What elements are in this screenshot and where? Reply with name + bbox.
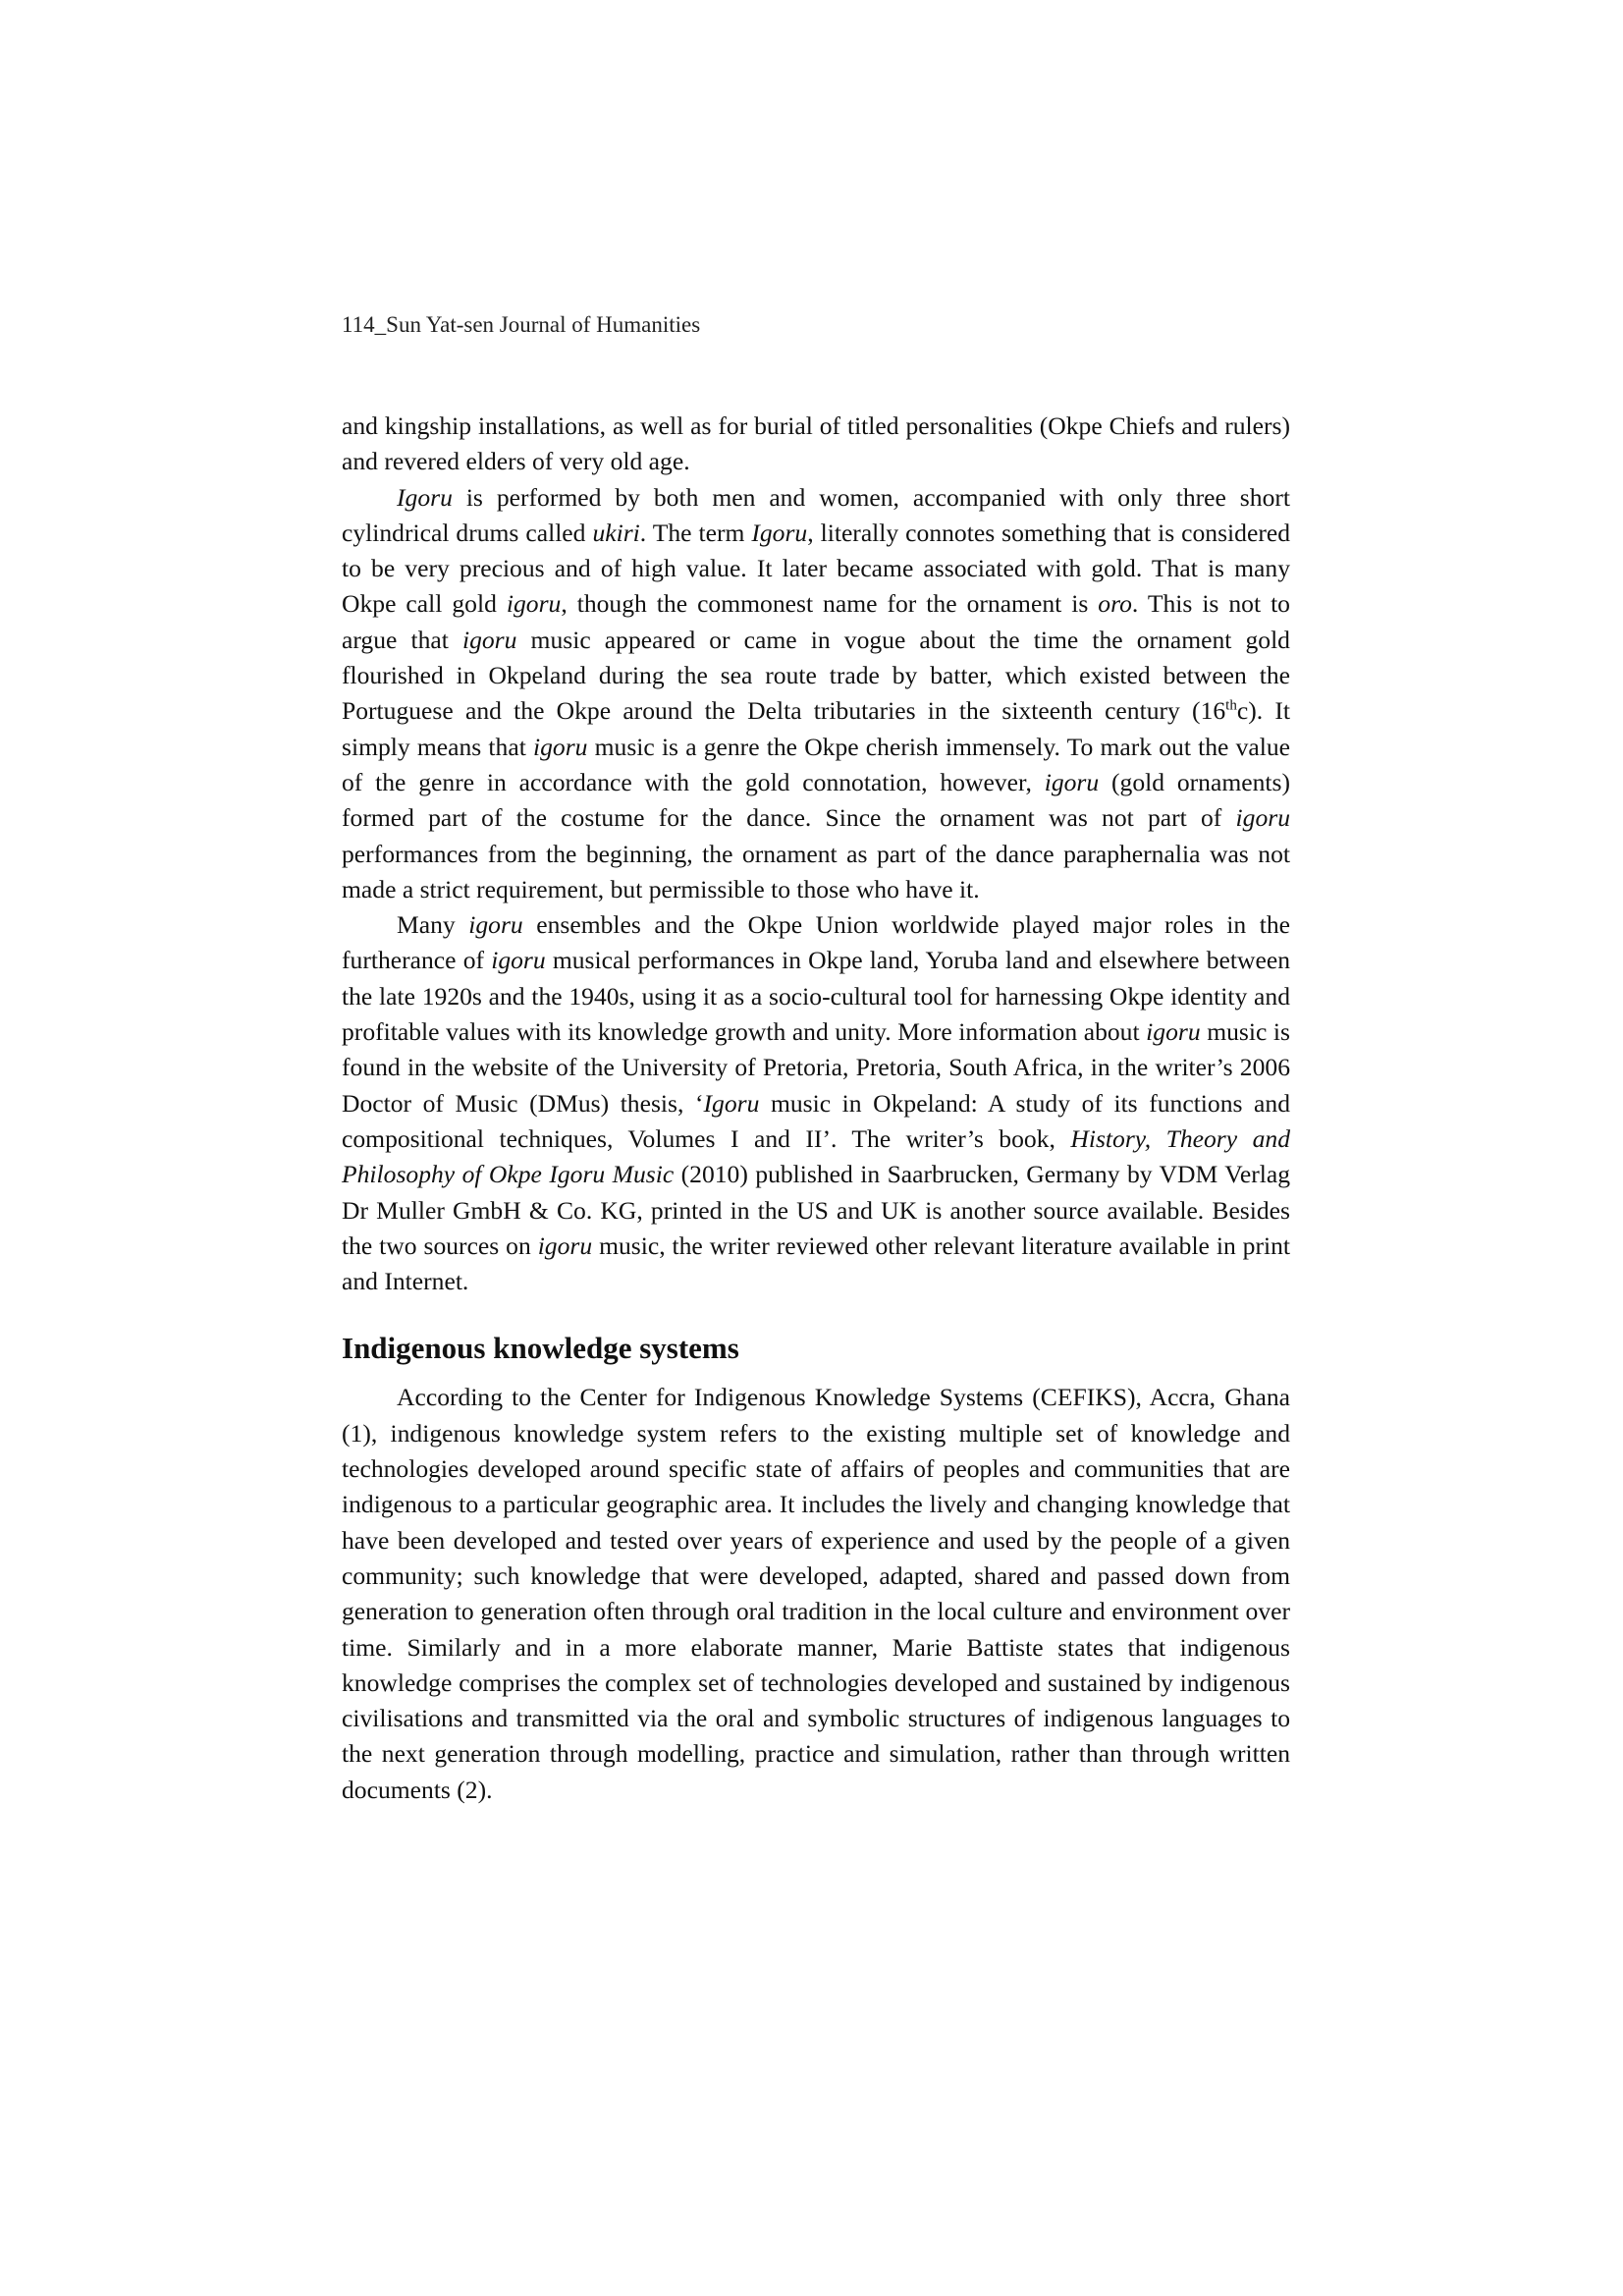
italic-term: igoru — [491, 946, 546, 975]
section-heading: Indigenous knowledge systems — [342, 1331, 739, 1366]
running-head: 114_Sun Yat-sen Journal of Humanities — [342, 312, 701, 337]
italic-term: igoru — [468, 910, 523, 940]
paragraph-continuation: and kingship installations, as well as for burial of titled personalities (Okpe Chiefs and rulers) and revered elders of very old age. — [342, 411, 1290, 476]
paragraph-igoru-performance — [342, 480, 1290, 908]
italic-term: Igoru — [397, 482, 453, 512]
text-run: (gold ornaments) formed part of the costume for the dance. Since the ornament was not part of — [342, 767, 1290, 833]
text-run: ensembles and the Okpe Union worldwide played major roles in the furtherance of — [342, 910, 1290, 975]
text-run: music is found in the website of the University of Pretoria, Pretoria, South Africa, in the writer’s 2006 Doctor of Music (DMus) thesis, ‘ — [342, 1017, 1290, 1118]
journal-page — [342, 0, 1290, 2296]
italic-term: igoru — [461, 625, 517, 654]
text-run: music is a genre the Okpe cherish immensely. To mark out the value of the genre in accordance with the gold connotation, however, — [342, 732, 1290, 796]
superscript: th — [1225, 697, 1237, 714]
text-run: music in Okpeland: A study of its functions and compositional techniques, Volumes I and II’. The writer’s book, — [342, 1088, 1290, 1153]
italic-term: Igoru — [751, 518, 808, 547]
italic-term: ukiri — [592, 518, 640, 547]
paragraph-indigenous-knowledge: According to the Center for Indigenous Knowledge Systems (CEFIKS), Accra, Ghana (1), indigenous knowledge system refers to the existing multiple set of knowledge and technologies developed around specific state of affairs of peoples and communities that are indigenous to a particular geographic area. It includes the lively and changing knowledge that have been developed and tested over years of experience and used by the people of a given community; such knowledge that were developed, adapted, shared and passed down from generation to generation often through oral tradition in the local culture and environment over time. Similarly and in a more elaborate manner, Marie Battiste states that indigenous knowledge comprises the complex set of technologies developed and sustained by indigenous civilisations and transmitted via the oral and symbolic structures of indigenous languages to the next generation through modelling, practice and simulation, rather than through written documents (2). — [342, 1383, 1290, 1804]
italic-term: igoru — [1146, 1017, 1201, 1047]
italic-term: igoru — [506, 589, 562, 619]
italic-term: oro — [1098, 589, 1132, 619]
text-run: (2010) published in Saarbrucken, Germany by VDM Verlag Dr Muller GmbH & Co. KG, printed in the US and UK is another source available. Besides the two sources on — [342, 1160, 1290, 1260]
italic-term: igoru — [1235, 803, 1290, 833]
text-run: Many — [397, 910, 469, 940]
text-run: c). It simply means that — [342, 696, 1290, 761]
italic-term: igoru — [532, 732, 588, 761]
italic-term: igoru — [1044, 767, 1100, 796]
text-run: performances from the beginning, the ornament as part of the dance paraphernalia was not made a strict requirement, but permissible to those who have it. — [342, 839, 1290, 903]
body-text — [342, 409, 1290, 1808]
italic-term: igoru — [537, 1230, 593, 1260]
text-run: . The term — [639, 518, 752, 547]
italic-book-title: History, Theory and Philosophy of Okpe Igoru Music — [342, 1123, 1290, 1189]
paragraph-igoru-ensembles — [342, 907, 1290, 1299]
text-run: , though the commonest name for the ornament is — [561, 589, 1099, 619]
text-run: music, the writer reviewed other relevant literature available in print and Internet. — [342, 1230, 1290, 1296]
text-run: music appeared or came in vogue about the time the ornament gold flourished in Okpeland during the sea route trade by batter, which existed between the Portuguese and the Okpe around the Delta tributaries in the sixteenth century (16 — [342, 625, 1290, 726]
text-run: is performed by both men and women, accompanied with only three short cylindrical drums called — [342, 482, 1290, 547]
italic-term: Igoru — [703, 1088, 760, 1118]
text-run: musical performances in Okpe land, Yoruba land and elsewhere between the late 1920s and the 1940s, using it as a socio-cultural tool for harnessing Okpe identity and profitable values with its knowledge growth and unity. More information about — [342, 946, 1290, 1047]
text-run: , literally connotes something that is considered to be very precious and of high value. It later became associated with gold. That is many Okpe call gold — [342, 518, 1291, 619]
text-run: . This is not to argue that — [342, 589, 1290, 654]
